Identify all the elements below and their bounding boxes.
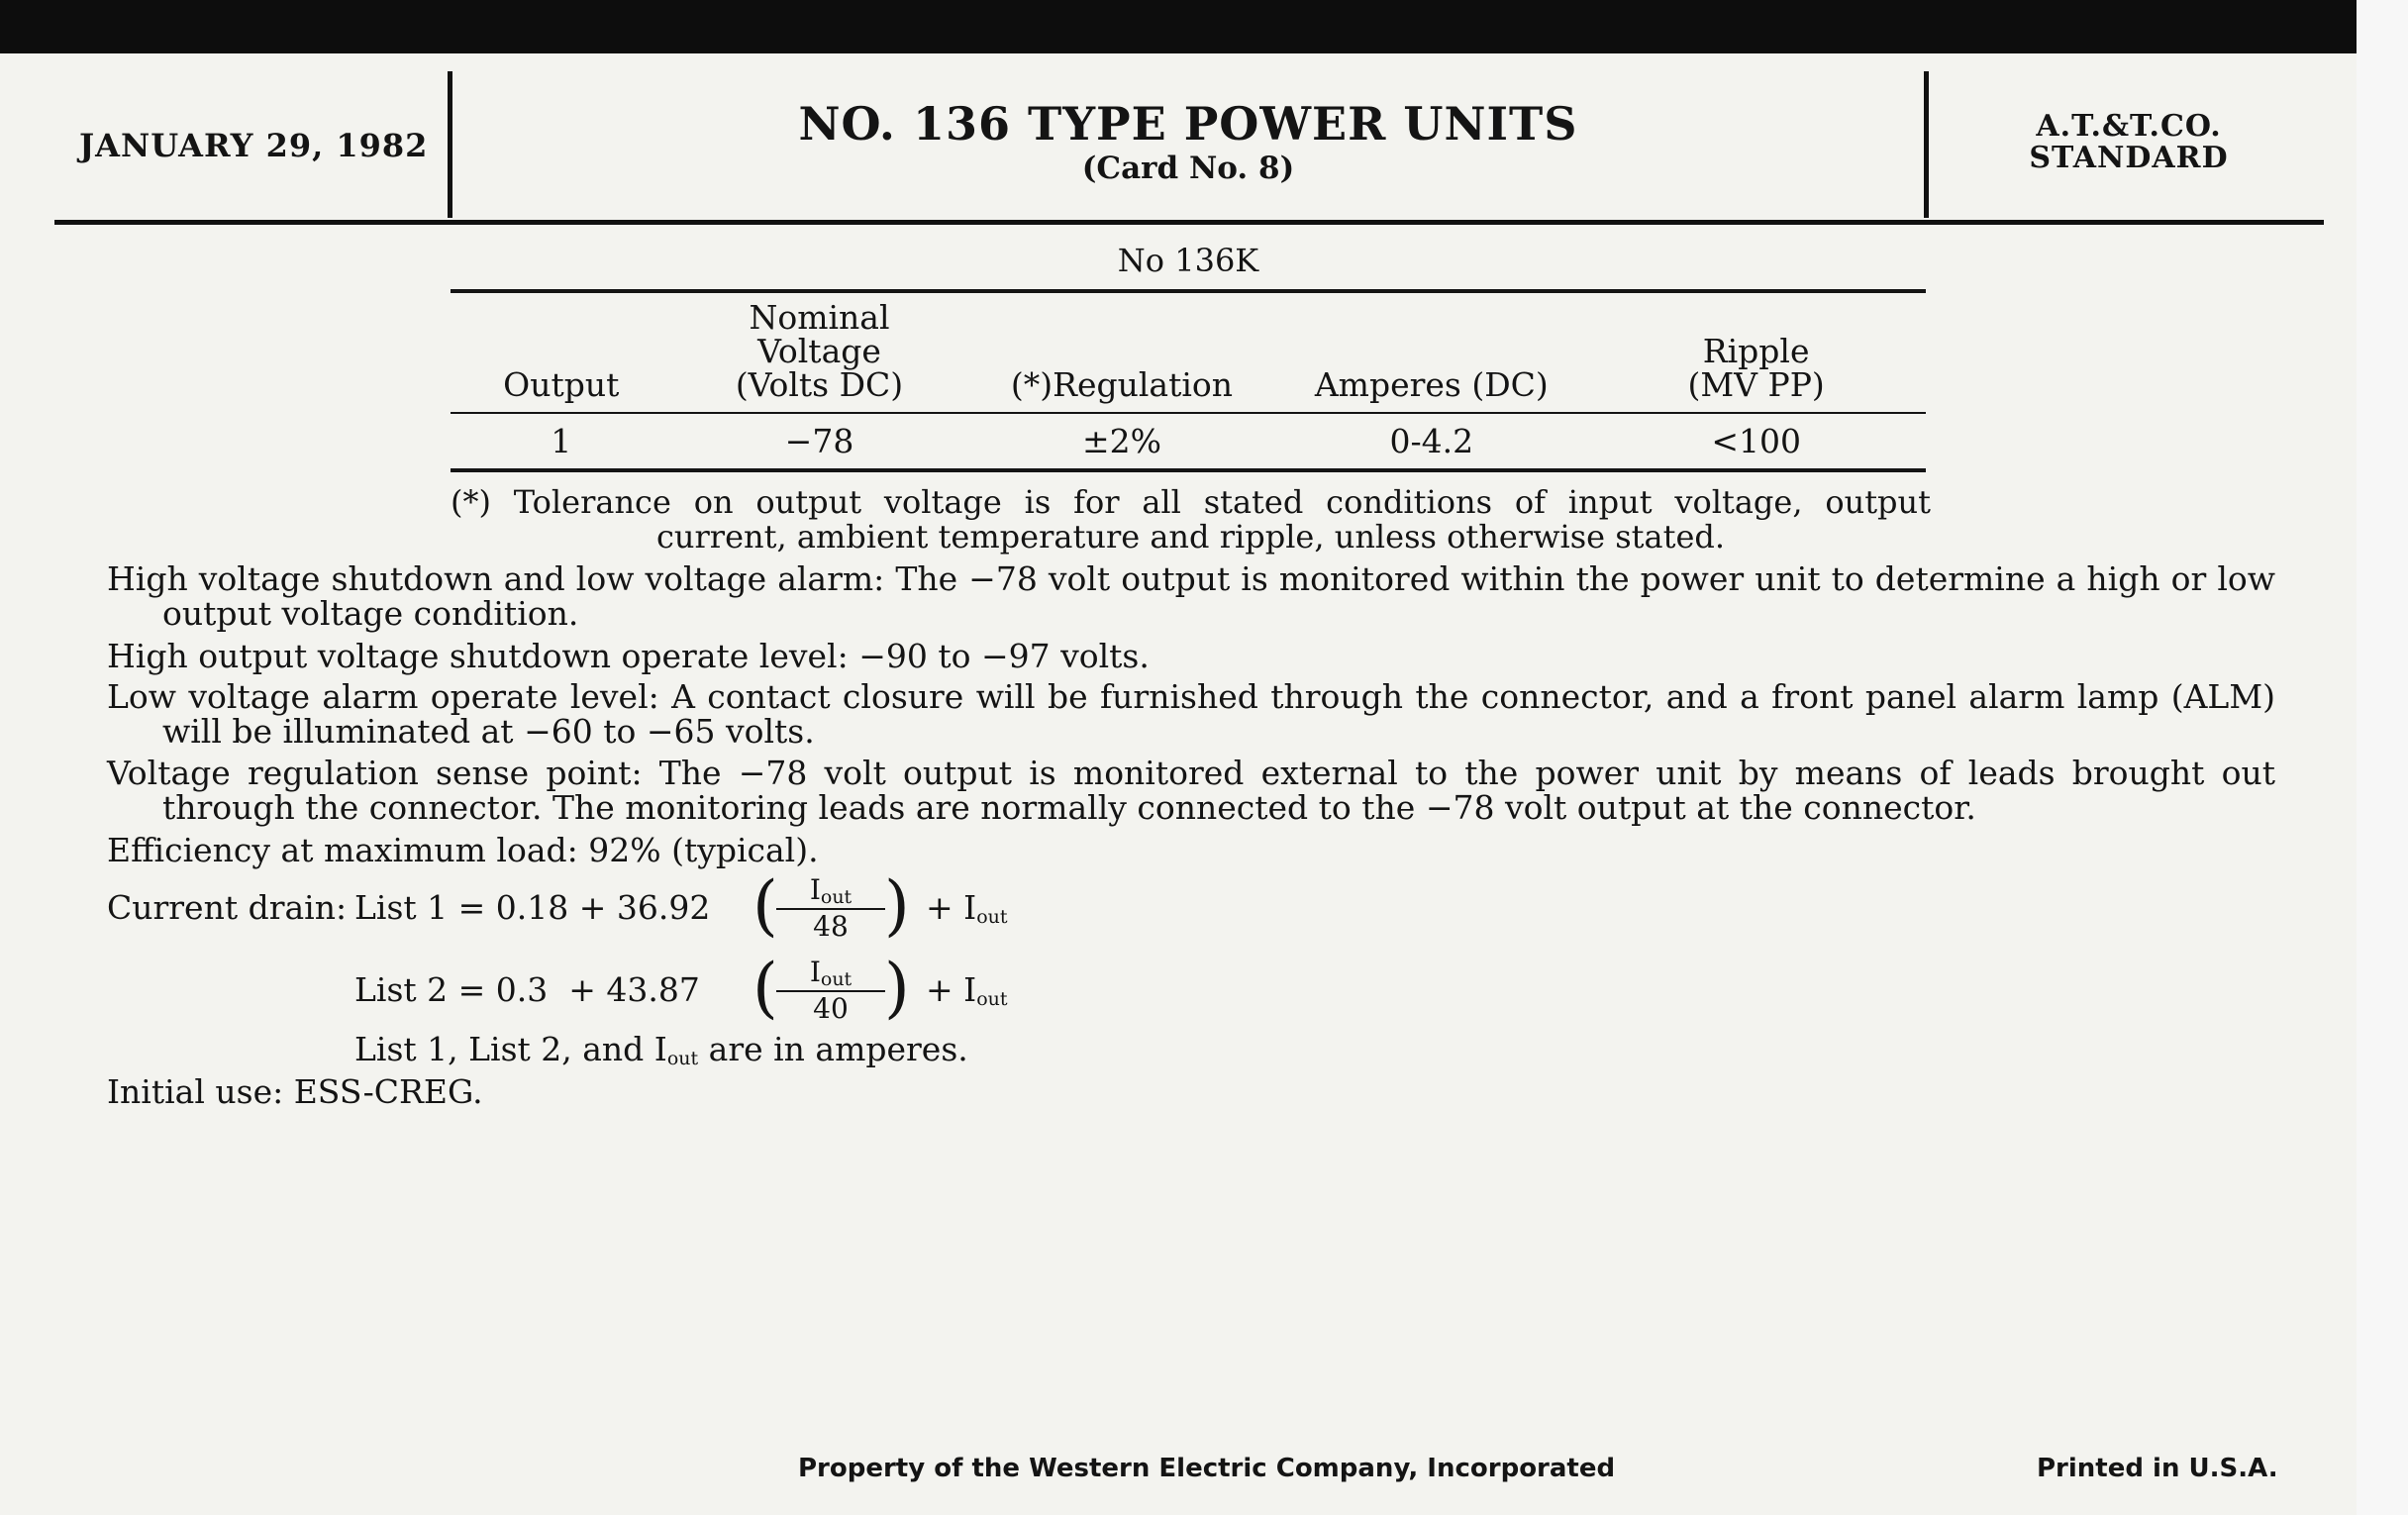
column-header-output: Output [503,365,620,404]
list1-equation: List 1 = 0.18 + 36.92 [354,888,711,927]
cell-ripple: <100 [1711,422,1801,460]
cell-voltage: −78 [784,422,854,460]
card-number: (Card No. 8) [1081,151,1295,186]
column-header-nominal-voltage: Nominal Voltage (Volts DC) [735,298,904,404]
card-edge [2357,0,2408,1515]
column-header-amperes: Amperes (DC) [1314,365,1549,404]
cell-regulation: ±2% [1081,422,1161,460]
initial-use-text: Initial use: ESS-CREG. [107,1072,483,1111]
regulation-sense-text: Voltage regulation sense point: The −78 volt output is monitored external to the power unit by means of leads brought out through the connector. The monitoring leads are normally connected to the −78 volt output at the connector. [107,754,2275,827]
table-header-row [451,291,1926,413]
low-voltage-alarm-text: Low voltage alarm operate level: A contact closure will be furnished through the connector, and a front panel alarm lamp (ALM) will be illuminated at −60 to −65 volts. [107,677,2275,751]
shutdown-level-text: High output voltage shutdown operate level: −90 to −97 volts. [107,637,1150,675]
list2-fraction [776,958,885,1026]
list2-open-paren: ( [752,950,778,1026]
table-row [451,413,1926,470]
header-divider-right [1924,71,1929,218]
list1-close-paren: ) [884,867,910,944]
column-header-regulation: (*)Regulation [1010,365,1234,404]
list2-plus-iout: + Iout [926,970,1008,1010]
efficiency-text: Efficiency at maximum load: 92% (typical). [107,831,819,869]
list1-fraction-denominator: 48 [813,910,849,943]
high-voltage-shutdown-text: High voltage shutdown and low voltage alarm: The −78 volt output is monitored within the power unit to determine a high or low output voltage condition. [107,559,2275,633]
footer-property: Property of the Western Electric Company, Incorporated [798,1454,1616,1483]
current-drain-label: Current drain: [107,888,348,927]
header-date: JANUARY 29, 1982 [79,127,429,164]
spec-table [451,289,1926,472]
standard-org: A.T.&T.CO. [2036,109,2222,144]
page-title: NO. 136 TYPE POWER UNITS [798,97,1578,151]
cell-output: 1 [551,422,572,460]
list1-plus-iout: + Iout [926,888,1008,928]
units-note: List 1, List 2, and Iout are in amperes. [354,1030,968,1069]
cell-amperes: 0-4.2 [1389,422,1474,460]
table-title: No 136K [1117,242,1259,279]
header-divider-left [448,71,452,218]
list2-fraction-numerator: Iout [776,958,885,992]
table-footnote-line1: (*) Tolerance on output voltage is for all stated conditions of input voltage, output [451,483,1931,521]
header-rule [54,220,2324,225]
column-header-ripple: Ripple (MV PP) [1687,332,1825,404]
list2-fraction-denominator: 40 [813,992,849,1025]
standard-label: STANDARD [2029,141,2229,175]
list1-fraction-numerator: Iout [776,875,885,910]
table-footnote-line2: current, ambient temperature and ripple, unless otherwise stated. [655,518,1726,556]
list1-open-paren: ( [752,867,778,944]
list2-close-paren: ) [884,950,910,1026]
footer-printed: Printed in U.S.A. [2037,1454,2278,1483]
list1-fraction [776,875,885,944]
list2-equation: List 2 = 0.3 + 43.87 [354,970,700,1009]
